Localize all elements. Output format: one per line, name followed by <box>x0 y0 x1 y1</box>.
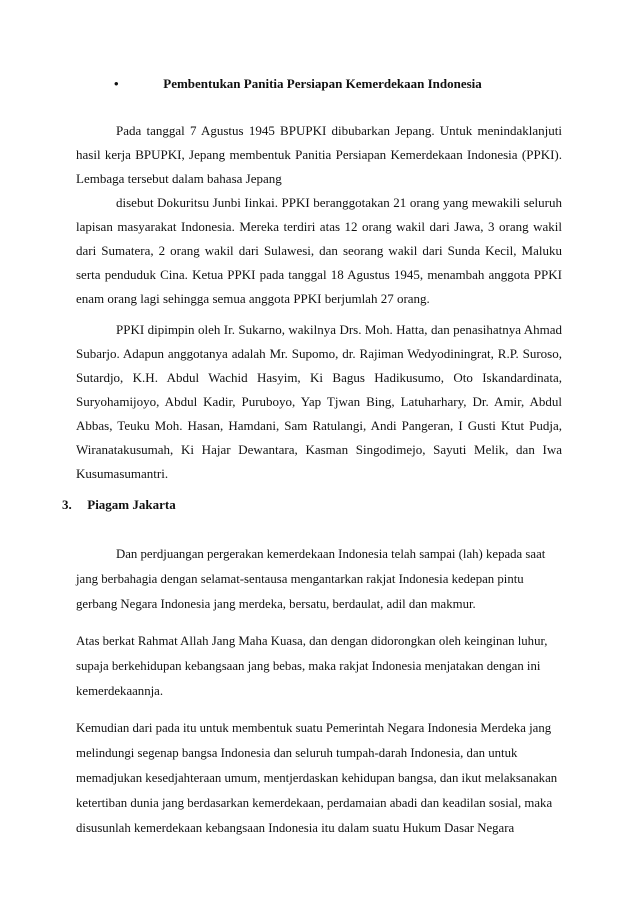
bullet-heading-title: Pembentukan Panitia Persiapan Kemerdekaan Indonesia <box>163 76 482 91</box>
paragraph-ppki-formation-part-a: Pada tanggal 7 Agustus 1945 BPUPKI dibubarkan Jepang. Untuk menindaklanjuti hasil kerja BPUPKI, Jepang membentuk Panitia Persiapan Kemerdekaan Indonesia (PPKI). Lembaga tersebut dalam bahasa Jepang <box>76 123 562 186</box>
paragraph-ppki-formation-part-b: disebut Dokuritsu Junbi Iinkai. PPKI beranggotakan 21 orang yang mewakili seluruh lapisan masyarakat Indonesia. Mereka terdiri atas 12 orang wakil dari Jawa, 3 orang wakil dari Sumatera, 2 orang wakil dari Sulawesi, dan seorang wakil dari Sunda Kecil, Maluku serta penduduk Cina. Ketua PPKI pada tanggal 18 Agustus 1945, menambah anggota PPKI enam orang lagi sehingga semua anggota PPKI berjumlah 27 orang. <box>76 195 562 306</box>
piagam-paragraph-3: Kemudian dari pada itu untuk membentuk suatu Pemerintah Negara Indonesia Merdeka jang melindungi segenap bangsa Indonesia dan seluruh tumpah-darah Indonesia, dan untuk memadjukan kesedjahteraan umum, mentjerdaskan kehidupan bangsa, dan ikut melaksanakan ketertiban dunia jang berdasarkan kemerdekaan, perdamaian abadi dan keadilan sosial, maka disusunlah kemerdekaan kebangsaan Indonesia itu dalam suatu Hukum Dasar Negara <box>76 721 558 835</box>
paragraph-ppki-formation <box>76 119 562 311</box>
piagam-paragraph-2: Atas berkat Rahmat Allah Jang Maha Kuasa, dan dengan didorongkan oleh keinginan luhur, supaja berkehidupan kebangsaan jang bebas, maka rakjat Indonesia menjatakan dengan ini kemerdekaannja. <box>76 634 548 698</box>
paragraph-ppki-members: PPKI dipimpin oleh Ir. Sukarno, wakilnya Drs. Moh. Hatta, dan penasihatnya Ahmad Subarjo. Adapun anggotanya adalah Mr. Supomo, dr. Rajiman Wedyodiningrat, R.P. Suroso, Sutardjo, K.H. Abdul Wachid Hasyim, Ki Bagus Hadikusumo, Oto Iskandardinata, Suryohamijoyo, Abdul Kadir, Puruboyo, Yap Tjwan Bing, Latuharhary, Dr. Amir, Abdul Abbas, Teuku Moh. Hasan, Hamdani, Sam Ratulangi, Andi Pangeran, I Gusti Ktut Pudja, Wiranatakusumah, Ki Hajar Dewantara, Kasman Singodimejo, Sayuti Melik, dan Iwa Kusumasumantri. <box>76 322 562 481</box>
section-number: 3. <box>62 497 72 512</box>
bullet-heading <box>114 76 482 92</box>
section-heading <box>62 497 176 513</box>
bullet-icon: • <box>114 76 119 91</box>
section-title: Piagam Jakarta <box>87 497 176 512</box>
piagam-paragraph-1: Dan perdjuangan pergerakan kemerdekaan Indonesia telah sampai (lah) kepada saat jang berbahagia dengan selamat-sentausa mengantarkan rakjat Indonesia kedepan pintu gerbang Negara Indonesia jang merdeka, bersatu, berdaulat, adil dan makmur. <box>76 547 546 611</box>
